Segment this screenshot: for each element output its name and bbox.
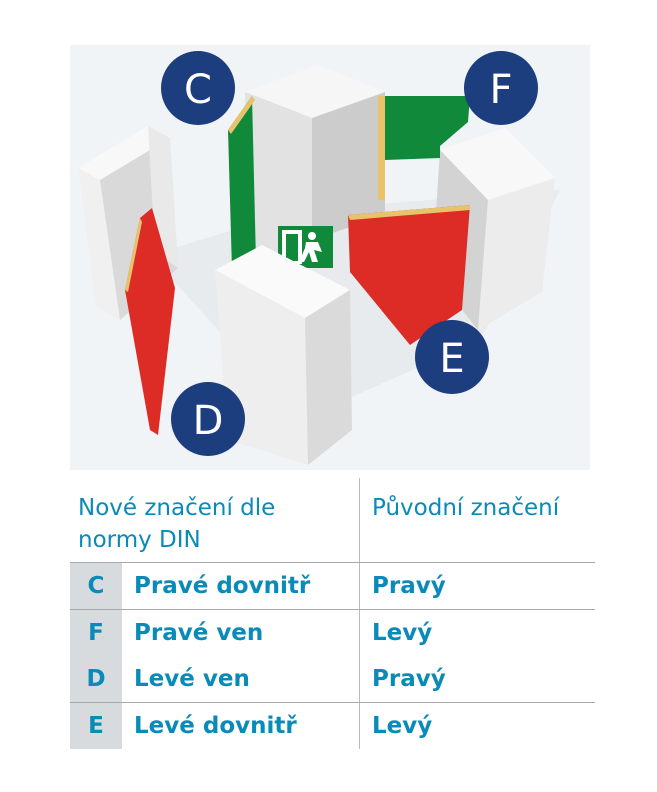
row-original-marking: Pravý (372, 666, 446, 692)
row-new-marking: Levé ven (134, 666, 250, 692)
row-new-marking: Pravé ven (134, 620, 264, 646)
header-original-marking: Původní značení (372, 495, 560, 521)
legend-row (70, 656, 595, 702)
legend-header (70, 478, 595, 562)
row-new-marking: Pravé dovnitř (134, 573, 311, 599)
column-divider (359, 563, 360, 609)
row-original-marking: Levý (372, 620, 433, 646)
row-letter: E (70, 703, 122, 749)
row-original-marking: Levý (372, 713, 433, 739)
label-d (171, 382, 245, 456)
header-new-marking: Nové značení dle normy DIN (78, 495, 276, 553)
label-c (161, 51, 235, 125)
svg-text:C: C (184, 67, 212, 113)
svg-text:F: F (489, 67, 513, 113)
legend-row (70, 562, 595, 609)
green-door-f-edge (378, 96, 385, 200)
door-marking-legend-table (70, 478, 595, 749)
column-divider (359, 478, 360, 562)
row-letter: F (70, 610, 122, 656)
svg-text:E: E (439, 336, 465, 382)
legend-row (70, 609, 595, 656)
row-letter: C (70, 563, 122, 609)
column-divider (359, 703, 360, 749)
label-e (415, 320, 489, 394)
column-divider (359, 656, 360, 702)
legend-row (70, 702, 595, 749)
svg-text:D: D (192, 398, 224, 444)
label-f (464, 51, 538, 125)
row-new-marking: Levé dovnitř (134, 713, 297, 739)
row-original-marking: Pravý (372, 573, 446, 599)
row-letter: D (70, 656, 122, 702)
column-divider (359, 610, 360, 656)
